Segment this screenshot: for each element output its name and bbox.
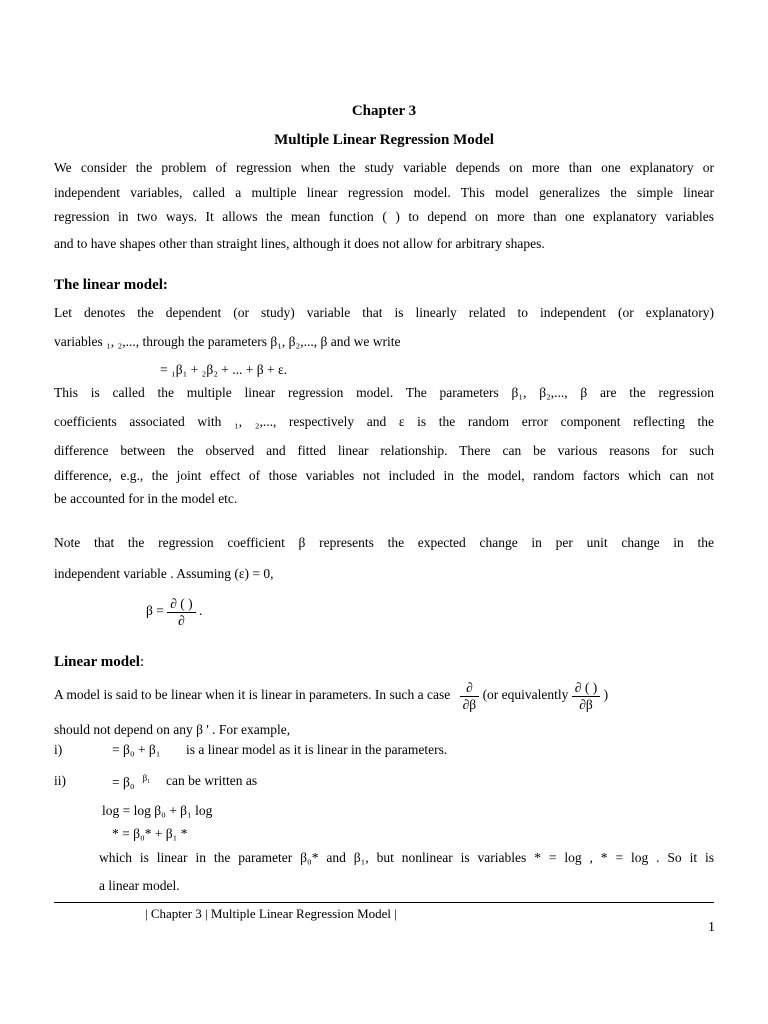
beta-lhs: β =: [146, 603, 164, 619]
body-line-5: be accounted for in the model etc.: [54, 491, 238, 506]
linear-definition-line: [54, 680, 714, 712]
body-line-3: difference between the observed and fitted linear relationship. There can be various reasons for such: [54, 443, 714, 458]
fraction-numerator: ∂ ( ): [167, 596, 195, 613]
heading-text: Linear model: [54, 654, 140, 670]
body-line-4: difference, e.g., the joint effect of those variables not included in the model, random factors which can not: [54, 468, 714, 483]
equation-period: .: [199, 603, 203, 619]
intro-line-1: We consider the problem of regression when the study variable depends on more than one explanatory or: [54, 160, 714, 175]
intro-line-4: and to have shapes other than straight lines, although it does not allow for arbitrary shapes.: [54, 236, 545, 251]
partial-fraction-2: [572, 680, 600, 712]
example-ii-equation: [112, 773, 150, 791]
close-paren: ): [603, 687, 609, 703]
fraction-1-denominator: ∂β: [462, 696, 477, 712]
example-ii-base: = β₀: [112, 774, 135, 790]
body-line-1: This is called the multiple linear regression model. The parameters β₁, β₂,..., β are the regression: [54, 385, 714, 400]
example-i-text: is a linear model as it is linear in the parameters.: [186, 742, 448, 757]
example-ii-exponent: β₁: [142, 773, 151, 783]
chapter-title: Multiple Linear Regression Model: [274, 132, 494, 148]
footer-rule: [54, 902, 714, 903]
example-ii-text: can be written as: [166, 773, 258, 788]
definition-text: A model is said to be linear when it is linear in parameters. In such a case: [54, 687, 451, 703]
page-number: 1: [708, 920, 715, 935]
partial-beta-equation: [146, 596, 202, 628]
note-line-2: independent variable . Assuming (ε) = 0,: [54, 566, 274, 581]
equivalently-text: (or equivalently: [482, 687, 569, 703]
example-ii-label: ii): [54, 773, 66, 788]
let-line: Let denotes the dependent (or study) variable that is linearly related to independent (or explanatory): [54, 305, 714, 320]
intro-line-2: independent variables, called a multiple linear regression model. This model generalizes the simple linear: [54, 185, 714, 200]
heading-linear-model: The linear model:: [54, 277, 168, 293]
note-line-1: Note that the regression coefficient β represents the expected change in per unit change in the: [54, 535, 714, 550]
which-line: which is linear in the parameter β₀* and β₁, but nonlinear is variables * = log , * = log . So it is: [99, 850, 714, 865]
footer-text: | Chapter 3 | Multiple Linear Regression Model |: [145, 906, 397, 921]
fraction-2-denominator: ∂β: [579, 696, 593, 712]
example-i-equation: = β₀ + β₁: [112, 742, 161, 757]
chapter-label: Chapter 3: [351, 103, 417, 119]
body-line-2: coefficients associated with ₁, ₂,..., respectively and ε is the random error component reflecting the: [54, 414, 714, 429]
partial-fraction-1: [460, 680, 480, 712]
variables-line: variables ₁, ₂,..., through the parameters β₁, β₂,..., β and we write: [54, 334, 401, 349]
regression-equation: = ₁β₁ + ₂β₂ + ... + β + ε.: [160, 362, 288, 377]
which-line-2: a linear model.: [99, 878, 180, 893]
intro-line-3: regression in two ways. It allows the mean function ( ) to depend on more than one explanatory variables: [54, 209, 714, 224]
log-equation: log = log β₀ + β₁ log: [102, 803, 213, 818]
fraction-2-numerator: ∂ ( ): [572, 680, 600, 697]
partial-fraction: [167, 596, 195, 628]
fraction-1-numerator: ∂: [460, 680, 480, 697]
fraction-denominator: ∂: [178, 612, 185, 628]
heading-linear-model-2: [54, 654, 144, 671]
should-not-depend-line: should not depend on any β ' . For example,: [54, 722, 291, 737]
star-equation: * = β₀* + β₁ *: [112, 826, 188, 841]
example-i-label: i): [54, 742, 63, 757]
heading-colon: :: [139, 654, 145, 670]
